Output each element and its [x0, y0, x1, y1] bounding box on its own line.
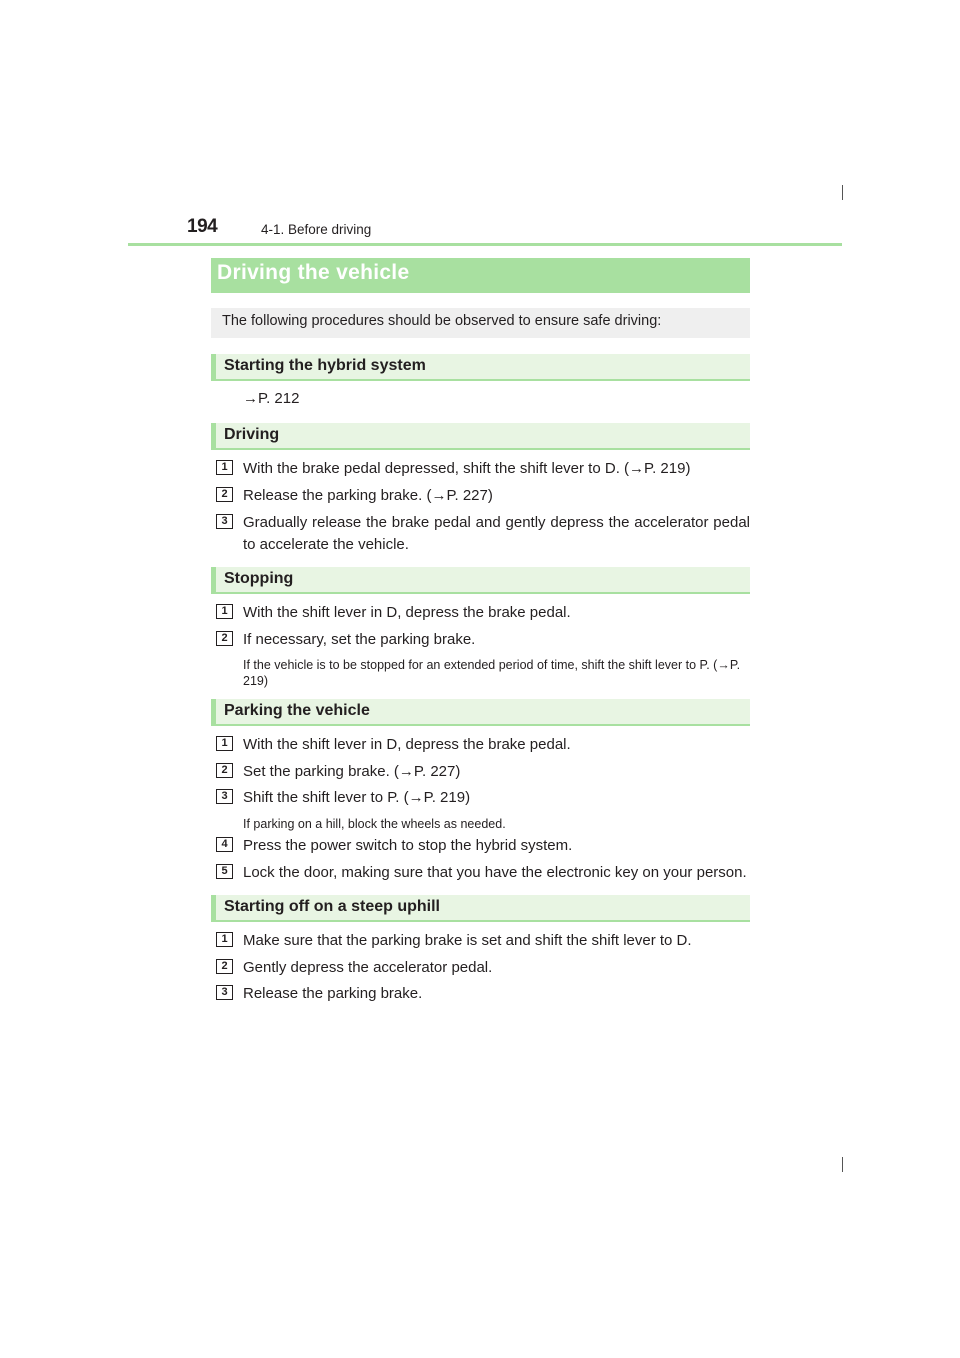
crop-mark-bottom [842, 1157, 843, 1172]
reference-link: →P. 212 [243, 390, 300, 407]
step-text: With the brake pedal depressed, shift the shift lever to D. (→P. 219) [243, 460, 691, 477]
page-number: 194 [187, 216, 218, 237]
step-number: 1 [216, 736, 233, 751]
step-text: Gently depress the accelerator pedal. [243, 959, 493, 976]
heading-text: Starting the hybrid system [224, 357, 426, 374]
step-text: Press the power switch to stop the hybrid system. [243, 837, 573, 854]
crop-mark-top [842, 185, 843, 200]
heading-starting-hybrid-system [211, 354, 750, 381]
step-text: With the shift lever in D, depress the brake pedal. [243, 736, 571, 753]
heading-steep-uphill [211, 895, 750, 922]
heading-text: Parking the vehicle [224, 702, 370, 719]
title-bar [211, 258, 750, 293]
step-text: Lock the door, making sure that you have the electronic key on your person. [243, 864, 747, 881]
note-parking: If parking on a hill, block the wheels as needed. [243, 817, 506, 831]
section-label: 4-1. Before driving [261, 222, 372, 237]
step-number: 4 [216, 837, 233, 852]
step-text: Release the parking brake. (→P. 227) [243, 487, 493, 504]
step-number: 1 [216, 932, 233, 947]
step-number: 2 [216, 631, 233, 646]
step-number: 3 [216, 514, 233, 529]
step-number: 1 [216, 604, 233, 619]
step-number: 3 [216, 985, 233, 1000]
note-stopping: If the vehicle is to be stopped for an extended period of time, shift the shift lever to P. (→P. 219) [243, 658, 741, 688]
step-text: Gradually release the brake pedal and gently depress the accelerator pedal to accelerate the vehicle. [243, 514, 750, 553]
step-text: With the shift lever in D, depress the brake pedal. [243, 604, 571, 621]
intro-box [211, 308, 750, 338]
heading-stopping [211, 567, 750, 594]
heading-driving [211, 423, 750, 450]
intro-text: The following procedures should be observed to ensure safe driving: [222, 313, 662, 329]
heading-text: Stopping [224, 570, 294, 587]
heading-text: Driving [224, 426, 280, 443]
step-number: 2 [216, 487, 233, 502]
step-number: 1 [216, 460, 233, 475]
step-number: 5 [216, 864, 233, 879]
step-text: Shift the shift lever to P. (→P. 219) [243, 789, 471, 806]
step-text: If necessary, set the parking brake. [243, 631, 476, 648]
heading-parking-vehicle [211, 699, 750, 726]
page-title: Driving the vehicle [217, 261, 410, 284]
header-rule [128, 243, 842, 246]
step-text: Set the parking brake. (→P. 227) [243, 763, 461, 780]
step-number: 2 [216, 959, 233, 974]
step-text: Release the parking brake. [243, 985, 423, 1002]
step-number: 2 [216, 763, 233, 778]
heading-text: Starting off on a steep uphill [224, 898, 440, 915]
step-number: 3 [216, 789, 233, 804]
step-text: Make sure that the parking brake is set and shift the shift lever to D. [243, 932, 692, 949]
